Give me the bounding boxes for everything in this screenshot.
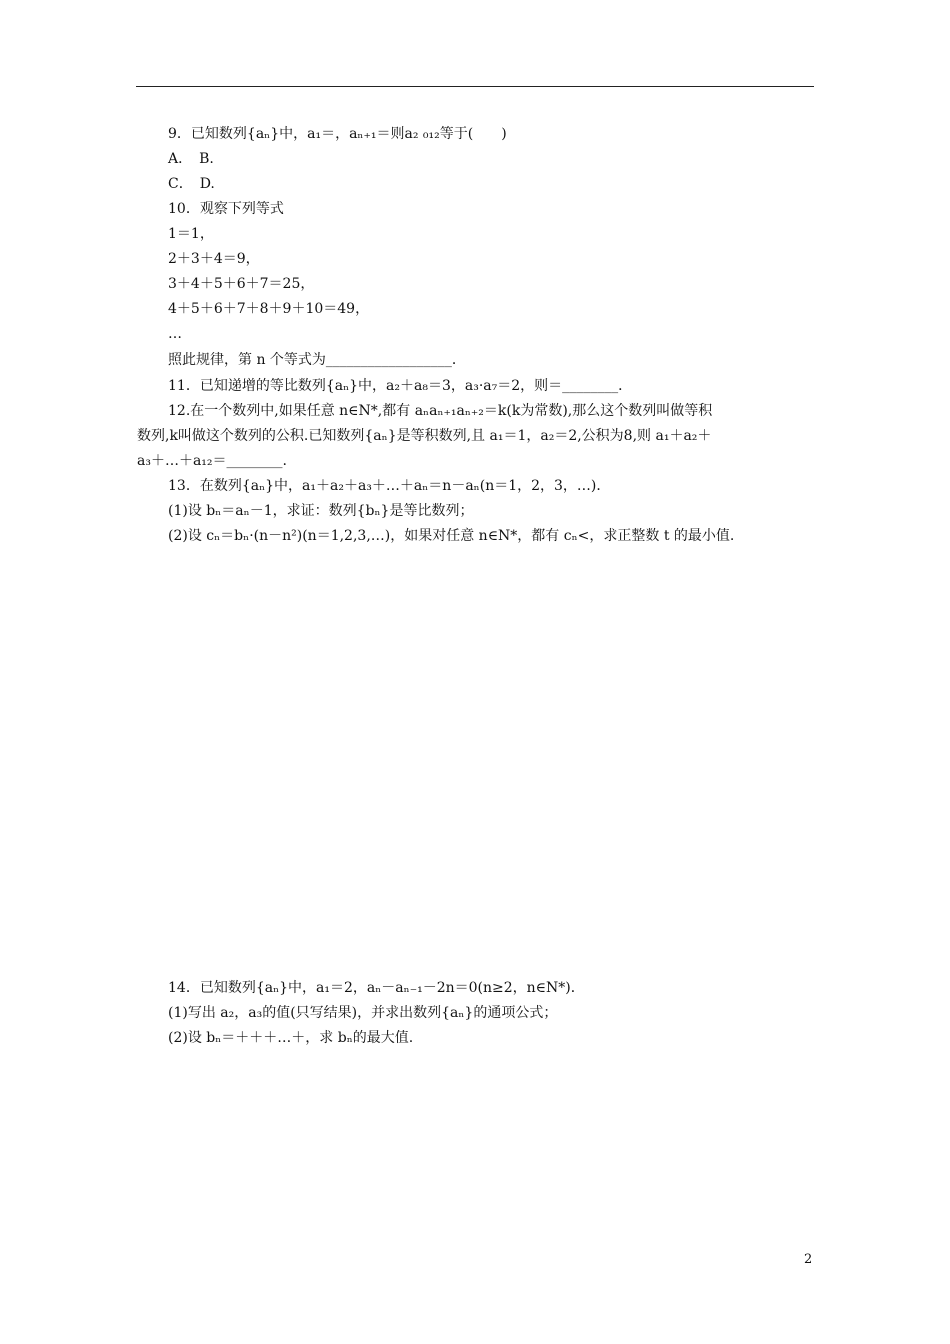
equation-line: 1＝1， [168,226,214,242]
question-9-options-ab: A． B. [168,151,214,167]
header-rule [136,86,814,87]
question-11: 11．已知递增的等比数列{aₙ}中，a₂＋a₈＝3，a₃·a₇＝2，则＝________． [168,378,633,394]
question-13-part-1: (1)设 bₙ＝aₙ－1，求证：数列{bₙ}是等比数列； [168,503,474,519]
question-14-part-1: (1)写出 a₂，a₃的值(只写结果)，并求出数列{aₙ}的通项公式； [168,1005,558,1021]
question-10-prompt: 照此规律，第 n 个等式为__________________． [168,352,466,368]
equation-line: … [168,326,182,342]
question-12-line-2: 数列,k叫做这个数列的公积.已知数列{aₙ}是等积数列,且 a₁＝1，a₂＝2,公积为8,则 a₁＋a₂＋ [137,428,712,444]
question-12-line-3: a₃＋…＋a₁₂＝________. [137,453,287,469]
equation-line: 4＋5＋6＋7＋8＋9＋10＝49， [168,301,370,317]
page-number: 2 [804,1252,813,1267]
equation-line: 3＋4＋5＋6＋7＝25， [168,276,315,292]
question-9: 9．已知数列{aₙ}中，a₁＝，aₙ₊₁＝则a₂ ₀₁₂等于( ) [168,126,507,142]
question-13-title: 13．在数列{aₙ}中，a₁＋a₂＋a₃＋…＋aₙ＝n－aₙ(n＝1，2，3，…)． [168,478,611,494]
question-13-part-2: (2)设 cₙ＝bₙ·(n－n²)(n＝1,2,3,…)，如果对任意 n∈N*，都有 cₙ<，求正整数 t 的最小值. [168,528,735,544]
equation-line: 2＋3＋4＝9， [168,251,260,267]
question-9-options-cd: C． D. [168,176,215,192]
question-14-title: 14．已知数列{aₙ}中，a₁＝2，aₙ－aₙ₋₁－2n＝0(n≥2，n∈N*)． [168,980,585,996]
question-12-line-1: 12.在一个数列中,如果任意 n∈N*,都有 aₙaₙ₊₁aₙ₊₂＝k(k为常数),那么这个数列叫做等积 [168,403,713,419]
question-14-part-2: (2)设 bₙ＝＋＋＋…＋，求 bₙ的最大值. [168,1030,414,1046]
question-10-title: 10．观察下列等式 [168,201,284,217]
